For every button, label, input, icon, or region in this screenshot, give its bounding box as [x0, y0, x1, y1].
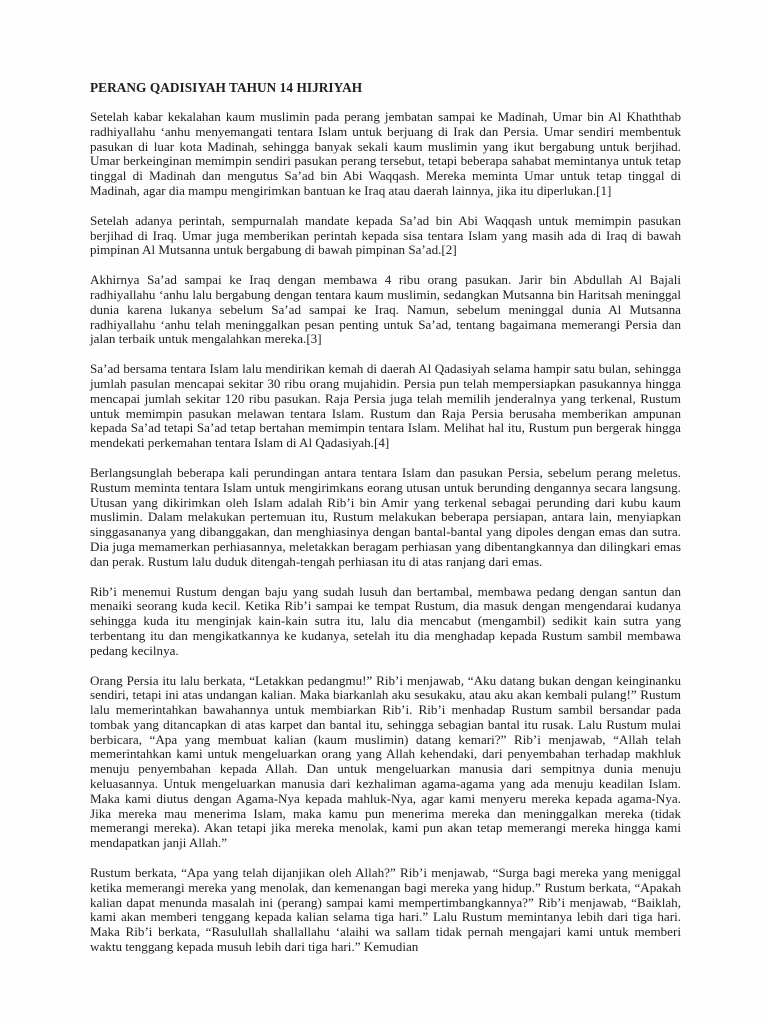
paragraph: Rib’i menemui Rustum dengan baju yang sudah lusuh dan bertambal, membawa pedang dengan santun dan menaiki seorang kuda kecil. Ketika Rib’i sampai ke tempat Rustum, dia masuk dengan mengendarai kudanya sehingga kuda itu menginjak kain-kain sutra itu, lalu dia mencabut (mengambil) sedikit kain sutra yang terbentang itu dan mengikatkannya ke kudanya, setelah itu dia menghadap kepada Rustum sambil membawa pedang kecilnya.	[90, 583, 681, 658]
paragraph: Orang Persia itu lalu berkata, “Letakkan pedangmu!” Rib’i menjawab, “Aku datang bukan dengan keinginanku sendiri, tetapi ini atas undangan kalian. Maka biarkanlah aku sesukaku, atau aku akan kembali pulang!” Rustum lalu memerintahkan bawahannya untuk membiarkan Rib’i. Rib’i menhadap Rustum sambil bersandar pada tombak yang ditancapkan di atas karpet dan bantal itu, sehingga sebagian bantal itu rusak. Lalu Rustum mulai berbicara, “Apa yang membuat kalian (kaum muslimin) datang kemari?” Rib’i menjawab, “Allah telah memerintahkan kami untuk mengeluarkan orang yang Allah kehendaki, dari penyembahan terhadap makhluk menuju penyembahan kepada Allah. Dan untuk mengeluarkan manusia dari sempitnya dunia menuju keluasannya. Untuk mengeluarkan manusia dari kezhaliman agama-agama yang ada menuju keadilan Islam. Maka kami diutus dengan Agama-Nya kepada mahluk-Nya, agar kami menyeru mereka kepada agama-Nya. Jika mereka mau menerima Islam, maka kamu pun menerima mereka dan meninggalkan mereka (tidak memerangi mereka). Akan tetapi jika mereka menolak, kami pun akan tetap memerangi mereka hingga kami mendapatkan janji Allah.”	[90, 672, 681, 851]
paragraph: Berlangsunglah beberapa kali perundingan antara tentara Islam dan pasukan Persia, sebelum perang meletus. Rustum meminta tentara Islam untuk mengirimkans eorang utusan untuk berunding dengannya secara langsung. Utusan yang dikirimkan oleh Islam adalah Rib’i bin Amir yang terkenal sebagai perunding dari kubu kaum muslimin. Dalam melakukan pertemuan itu, Rustum melakukan beberapa persiapan, antara lain, menyiapkan singgasananya yang dibanggakan, dan menghiasinya dengan bantal-bantal yang dipoles dengan emas dan sutra. Dia juga memamerkan perhiasannya, meletakkan beragam perhiasan yang dibentangkannya dan dilingkari emas dan perak. Rustum lalu duduk ditengah-tengah perhiasan itu di atas ranjang dari emas.	[90, 464, 681, 569]
document-title: PERANG QADISIYAH TAHUN 14 HIJRIYAH	[90, 80, 363, 95]
paragraph: Setelah kabar kekalahan kaum muslimin pada perang jembatan sampai ke Madinah, Umar bin Al Khaththab radhiyallahu ‘anhu menyemangati tentara Islam untuk berjuang di Irak dan Persia. Umar sendiri membentuk pasukan di luar kota Madinah, sehingga banyak sekali kaum muslimin yang ikut bergabung untuk berjihad. Umar berkeinginan memimpin sendiri pasukan perang tersebut, tetapi beberapa sahabat memintanya untuk tetap tinggal di Madinah dan mengutus Sa’ad bin Abi Waqqash. Mereka meminta Umar untuk tetap tinggal di Madinah, agar dia mampu mengirimkan bantuan ke Iraq atau daerah lainnya, jika itu diperlukan.[1]	[90, 109, 681, 198]
paragraph: Rustum berkata, “Apa yang telah dijanjikan oleh Allah?” Rib’i menjawab, “Surga bagi mereka yang meniggal ketika memerangi mereka yang menolak, dan kemenangan bagi mereka yang hidup.” Rustum berkata, “Apakah kalian dapat menunda masalah ini (perang) sampai kami mempertimbangkannya?” Rib’i menjawab, “Baiklah, kami akan memberi tenggang kepada kalian selama tiga hari.” Lalu Rustum memintanya lebih dari tiga hari. Maka Rib’i berkata, “Rasulullah shallallahu ‘alaihi wa sallam tidak pernah mengajari kami untuk memberi waktu tenggang kepada musuh lebih dari tiga hari.” Kemudian	[90, 865, 681, 955]
paragraph: Akhirnya Sa’ad sampai ke Iraq dengan membawa 4 ribu orang pasukan. Jarir bin Abdullah Al Bajali radhiyallahu ‘anhu lalu bergabung dengan tentara kaum muslimin, sedangkan Mutsanna bin Haritsah meninggal dunia karena lukanya sebelum Sa’ad sampai ke Iraq. Namun, sebelum meninggal dunia Al Mutsanna radhiyallahu ‘anhu telah meninggalkan pesan penting untuk Sa’ad, tentang bagaimana memerangi Persia dan jalan terbaik untuk mengalahkan mereka.[3]	[90, 272, 681, 347]
paragraph: Setelah adanya perintah, sempurnalah mandate kepada Sa’ad bin Abi Waqqash untuk memimpin pasukan berjihad di Iraq. Umar juga memberikan perintah kepada sisa tentara Islam yang masih ada di Iraq di bawah pimpinan Al Mutsanna untuk bergabung di bawah pimpinan Sa’ad.[2]	[90, 212, 681, 258]
paragraph: Sa’ad bersama tentara Islam lalu mendirikan kemah di daerah Al Qadasiyah selama hampir satu bulan, sehingga jumlah pasulan mencapai sekitar 30 ribu orang mujahidin. Persia pun telah mempersiapkan pasukannya hingga mencapai jumlah sekitar 120 ribu pasukan. Raja Persia juga telah memilih jenderalnya yang terkenal, Rustum untuk memimpin pasukan melawan tentara Islam. Rustum dan Raja Persia berusaha memberikan ampunan kepada Sa’ad tetapi Sa’ad tetap bertahan memimpin tentara Islam. Melihat hal itu, Rustum pun bergerak hingga mendekati perkemahan tentara Islam di Al Qadasiyah.[4]	[90, 361, 681, 451]
